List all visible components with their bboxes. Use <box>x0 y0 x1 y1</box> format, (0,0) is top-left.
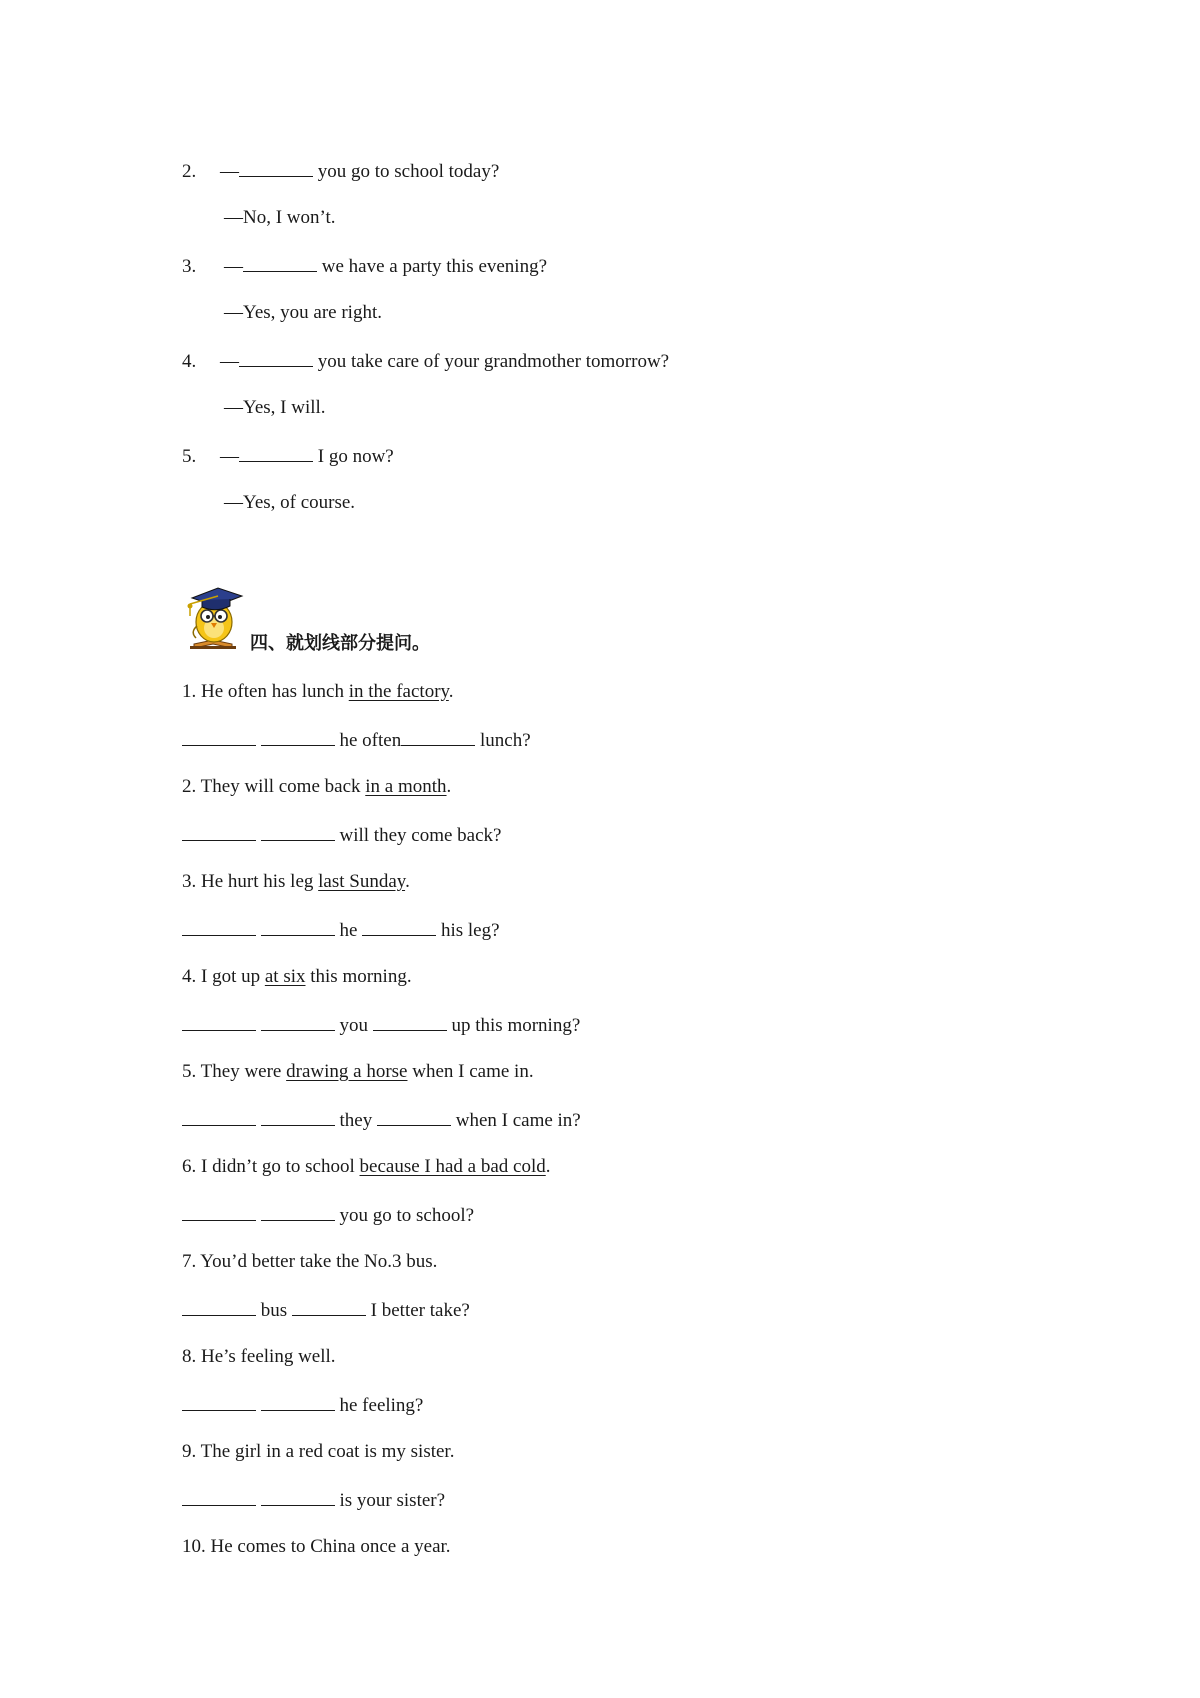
s4-rewrite-1: he often lunch? <box>182 727 531 753</box>
s3-a2: —No, I won’t. <box>224 207 336 228</box>
answer-blank[interactable] <box>182 1392 256 1411</box>
s4-q6: 6. I didn’t go to school because I had a bad cold. <box>182 1156 551 1177</box>
answer-blank[interactable] <box>182 1202 256 1221</box>
answer-blank[interactable] <box>239 443 313 462</box>
s4-rewrite-9: is your sister? <box>182 1487 445 1513</box>
s4-q3: 3. He hurt his leg last Sunday. <box>182 871 410 892</box>
s3-a5: —Yes, of course. <box>224 492 356 513</box>
answer-blank[interactable] <box>182 822 256 841</box>
s4-rewrite-8: he feeling? <box>182 1392 423 1418</box>
s4-rewrite-3: he his leg? <box>182 917 500 943</box>
answer-blank[interactable] <box>373 1012 447 1031</box>
s4-rewrite-6: you go to school? <box>182 1202 474 1228</box>
answer-blank[interactable] <box>362 917 436 936</box>
scholar-bird-icon <box>180 580 246 652</box>
answer-blank[interactable] <box>261 1487 335 1506</box>
s3-a4: —Yes, I will. <box>224 397 326 418</box>
s3-q2: 2. — you go to school today? <box>182 158 499 184</box>
answer-blank[interactable] <box>261 917 335 936</box>
answer-blank[interactable] <box>261 727 335 746</box>
answer-blank[interactable] <box>182 1487 256 1506</box>
s4-rewrite-2: will they come back? <box>182 822 501 848</box>
answer-blank[interactable] <box>239 348 313 367</box>
s4-q1: 1. He often has lunch in the factory. <box>182 681 454 702</box>
answer-blank[interactable] <box>261 1202 335 1221</box>
answer-blank[interactable] <box>261 1392 335 1411</box>
s3-q3: 3. — we have a party this evening? <box>182 253 547 279</box>
answer-blank[interactable] <box>239 158 313 177</box>
answer-blank[interactable] <box>292 1297 366 1316</box>
section-heading: 四、就划线部分提问。 <box>250 633 430 654</box>
answer-blank[interactable] <box>401 727 475 746</box>
answer-blank[interactable] <box>243 253 317 272</box>
answer-blank[interactable] <box>261 1012 335 1031</box>
answer-blank[interactable] <box>377 1107 451 1126</box>
s3-q4: 4. — you take care of your grandmother tomorrow? <box>182 348 669 374</box>
answer-blank[interactable] <box>182 917 256 936</box>
answer-blank[interactable] <box>261 1107 335 1126</box>
s4-q2: 2. They will come back in a month. <box>182 776 452 797</box>
answer-blank[interactable] <box>182 1012 256 1031</box>
answer-blank[interactable] <box>261 822 335 841</box>
s4-q5: 5. They were drawing a horse when I came in. <box>182 1061 534 1082</box>
s4-q9: 9. The girl in a red coat is my sister. <box>182 1441 455 1462</box>
s3-a3: —Yes, you are right. <box>224 302 382 323</box>
s4-q8: 8. He’s feeling well. <box>182 1346 336 1367</box>
s4-rewrite-7: bus I better take? <box>182 1297 470 1323</box>
s3-q5: 5. — I go now? <box>182 443 394 469</box>
s4-q4: 4. I got up at six this morning. <box>182 966 412 987</box>
answer-blank[interactable] <box>182 1297 256 1316</box>
s4-q10: 10. He comes to China once a year. <box>182 1536 451 1557</box>
answer-blank[interactable] <box>182 727 256 746</box>
s4-rewrite-4: you up this morning? <box>182 1012 580 1038</box>
answer-blank[interactable] <box>182 1107 256 1126</box>
s4-q7: 7. You’d better take the No.3 bus. <box>182 1251 438 1272</box>
s4-rewrite-5: they when I came in? <box>182 1107 581 1133</box>
